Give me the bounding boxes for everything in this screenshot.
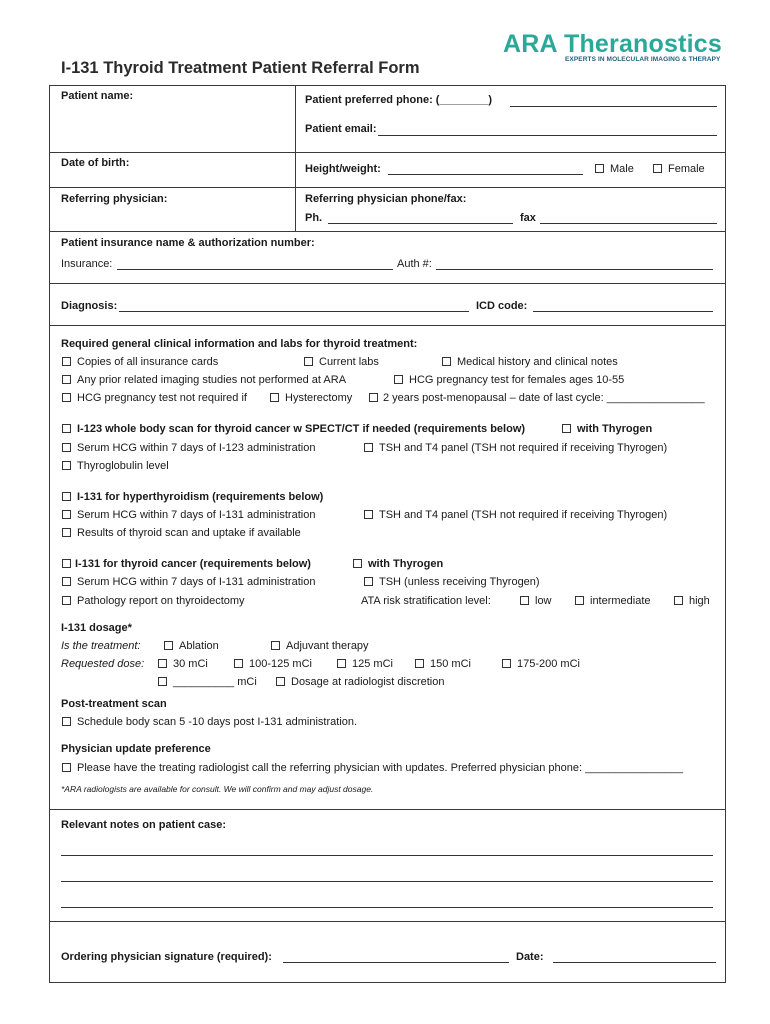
signature-field[interactable] xyxy=(283,962,509,963)
date-label: Date: xyxy=(516,951,544,963)
i123-thyrogen-label: with Thyrogen xyxy=(577,423,653,435)
ph-field[interactable] xyxy=(328,223,513,224)
male-label: Male xyxy=(610,163,634,175)
ata-high-checkbox[interactable] xyxy=(674,596,683,605)
dosage-heading: I-131 dosage* xyxy=(61,622,132,634)
is-treatment-label: Is the treatment: xyxy=(61,640,141,652)
cancer-serum-label: Serum HCG within 7 days of I-131 administration xyxy=(77,576,316,588)
adjuvant-label: Adjuvant therapy xyxy=(286,640,369,652)
hcg-test-label: HCG pregnancy test for females ages 10-55 xyxy=(409,374,625,386)
hyper-results-checkbox[interactable] xyxy=(62,528,71,537)
ata-label: ATA risk stratification level: xyxy=(361,595,491,607)
history-label: Medical history and clinical notes xyxy=(457,356,618,368)
cancer-thyrogen-label: with Thyrogen xyxy=(368,558,444,570)
column-divider xyxy=(295,85,296,231)
auth-field[interactable] xyxy=(436,269,713,270)
female-label: Female xyxy=(668,163,705,175)
icd-field[interactable] xyxy=(533,311,713,312)
i123-serum-checkbox[interactable] xyxy=(62,443,71,452)
postmenopausal-label: 2 years post-menopausal – date of last cycle: ________________ xyxy=(383,392,705,404)
post-scan-checkbox[interactable] xyxy=(62,717,71,726)
auth-label: Auth #: xyxy=(397,258,432,270)
patient-phone-label: Patient preferred phone: (________) xyxy=(305,94,493,106)
dose-custom-checkbox[interactable] xyxy=(158,677,167,686)
hysterectomy-label: Hysterectomy xyxy=(285,392,353,404)
update-call-label: Please have the treating radiologist call the referring physician with updates. Preferred physician phone: ________________ xyxy=(77,762,684,774)
diagnosis-field[interactable] xyxy=(119,311,469,312)
post-scan-label: Schedule body scan 5 -10 days post I-131 administration. xyxy=(77,716,358,728)
prior-imaging-label: Any prior related imaging studies not performed at ARA xyxy=(77,374,347,386)
copies-checkbox[interactable] xyxy=(62,357,71,366)
male-checkbox[interactable] xyxy=(595,164,604,173)
dose-125-label: 125 mCi xyxy=(352,658,393,670)
dose-150-label: 150 mCi xyxy=(430,658,471,670)
hyper-serum-checkbox[interactable] xyxy=(62,510,71,519)
prior-imaging-checkbox[interactable] xyxy=(62,375,71,384)
update-heading: Physician update preference xyxy=(61,743,211,755)
dose-125-checkbox[interactable] xyxy=(337,659,346,668)
signature-label: Ordering physician signature (required): xyxy=(61,951,272,963)
height-weight-field[interactable] xyxy=(388,174,583,175)
post-scan-heading: Post-treatment scan xyxy=(61,698,167,710)
copies-label: Copies of all insurance cards xyxy=(77,356,219,368)
fax-label: fax xyxy=(520,212,536,224)
cancer-serum-checkbox[interactable] xyxy=(62,577,71,586)
pathology-checkbox[interactable] xyxy=(62,596,71,605)
ablation-checkbox[interactable] xyxy=(164,641,173,650)
patient-email-field[interactable] xyxy=(378,135,717,136)
notes-heading: Relevant notes on patient case: xyxy=(61,819,227,831)
divider xyxy=(49,152,726,153)
cancer-heading: I-131 for thyroid cancer (requirements below) xyxy=(75,558,311,570)
hcg-test-checkbox[interactable] xyxy=(394,375,403,384)
dose-custom-label: __________ mCi xyxy=(173,676,257,688)
clinical-heading: Required general clinical information and labs for thyroid treatment: xyxy=(61,338,418,350)
divider xyxy=(49,921,726,922)
dose-discretion-checkbox[interactable] xyxy=(276,677,285,686)
dose-100-label: 100-125 mCi xyxy=(249,658,312,670)
hysterectomy-checkbox[interactable] xyxy=(270,393,279,402)
insurance-heading: Patient insurance name & authorization number: xyxy=(61,237,315,249)
hyper-checkbox[interactable] xyxy=(62,492,71,501)
i123-thyrogen-checkbox[interactable] xyxy=(562,424,571,433)
brand-logo: ARA Theranostics xyxy=(503,30,722,58)
dose-30-label: 30 mCi xyxy=(173,658,208,670)
notes-line[interactable] xyxy=(61,855,713,856)
dob-label: Date of birth: xyxy=(61,157,130,169)
referring-physician-label: Referring physician: xyxy=(61,193,168,205)
labs-label: Current labs xyxy=(319,356,379,368)
thyroglobulin-label: Thyroglobulin level xyxy=(77,460,169,472)
ablation-label: Ablation xyxy=(179,640,219,652)
ata-intermediate-checkbox[interactable] xyxy=(575,596,584,605)
fax-field[interactable] xyxy=(540,223,717,224)
patient-name-label: Patient name: xyxy=(61,90,134,102)
dose-discretion-label: Dosage at radiologist discretion xyxy=(291,676,445,688)
hyper-serum-label: Serum HCG within 7 days of I-131 administration xyxy=(77,509,316,521)
dose-175-checkbox[interactable] xyxy=(502,659,511,668)
dose-150-checkbox[interactable] xyxy=(415,659,424,668)
divider xyxy=(49,283,726,284)
cancer-checkbox[interactable] xyxy=(62,559,71,568)
notes-line[interactable] xyxy=(61,907,713,908)
cancer-tsh-label: TSH (unless receiving Thyrogen) xyxy=(379,576,540,588)
dose-100-checkbox[interactable] xyxy=(234,659,243,668)
adjuvant-checkbox[interactable] xyxy=(271,641,280,650)
update-call-checkbox[interactable] xyxy=(62,763,71,772)
pathology-label: Pathology report on thyroidectomy xyxy=(77,595,245,607)
divider xyxy=(49,809,726,810)
consult-note: *ARA radiologists are available for consult. We will confirm and may adjust dosage. xyxy=(61,784,374,794)
date-field[interactable] xyxy=(553,962,716,963)
i123-checkbox[interactable] xyxy=(62,424,71,433)
i123-tsh-label: TSH and T4 panel (TSH not required if receiving Thyrogen) xyxy=(379,442,668,454)
i123-serum-label: Serum HCG within 7 days of I-123 administration xyxy=(77,442,316,454)
cancer-thyrogen-checkbox[interactable] xyxy=(353,559,362,568)
ata-high-label: high xyxy=(689,595,710,607)
ata-low-label: low xyxy=(535,595,552,607)
icd-label: ICD code: xyxy=(476,300,528,312)
hyper-tsh-checkbox[interactable] xyxy=(364,510,373,519)
referring-physician-phone-label: Referring physician phone/fax: xyxy=(305,193,467,205)
hyper-results-label: Results of thyroid scan and uptake if available xyxy=(77,527,301,539)
ph-label: Ph. xyxy=(305,212,323,224)
requested-dose-label: Requested dose: xyxy=(61,658,145,670)
hyper-heading: I-131 for hyperthyroidism (requirements below) xyxy=(77,491,324,503)
i123-tsh-checkbox[interactable] xyxy=(364,443,373,452)
i123-heading: I-123 whole body scan for thyroid cancer w SPECT/CT if needed (requirements below) xyxy=(77,423,526,435)
ata-low-checkbox[interactable] xyxy=(520,596,529,605)
patient-phone-field[interactable] xyxy=(510,106,717,107)
dose-30-checkbox[interactable] xyxy=(158,659,167,668)
insurance-label: Insurance: xyxy=(61,258,113,270)
brand-tagline: EXPERTS IN MOLECULAR IMAGING & THERAPY xyxy=(565,56,721,63)
ata-intermediate-label: intermediate xyxy=(590,595,651,607)
labs-checkbox[interactable] xyxy=(304,357,313,366)
postmenopausal-checkbox[interactable] xyxy=(369,393,378,402)
hyper-tsh-label: TSH and T4 panel (TSH not required if receiving Thyrogen) xyxy=(379,509,668,521)
height-weight-label: Height/weight: xyxy=(305,163,381,175)
divider xyxy=(49,187,726,188)
hcg-not-required-label: HCG pregnancy test not required if xyxy=(77,392,247,404)
patient-email-label: Patient email: xyxy=(305,123,377,135)
notes-line[interactable] xyxy=(61,881,713,882)
diagnosis-label: Diagnosis: xyxy=(61,300,118,312)
cancer-tsh-checkbox[interactable] xyxy=(364,577,373,586)
divider xyxy=(49,325,726,326)
dose-175-label: 175-200 mCi xyxy=(517,658,580,670)
divider xyxy=(49,231,726,232)
history-checkbox[interactable] xyxy=(442,357,451,366)
female-checkbox[interactable] xyxy=(653,164,662,173)
thyroglobulin-checkbox[interactable] xyxy=(62,461,71,470)
form-title: I-131 Thyroid Treatment Patient Referral Form xyxy=(61,59,420,77)
hcg-not-required-checkbox[interactable] xyxy=(62,393,71,402)
insurance-field[interactable] xyxy=(117,269,393,270)
